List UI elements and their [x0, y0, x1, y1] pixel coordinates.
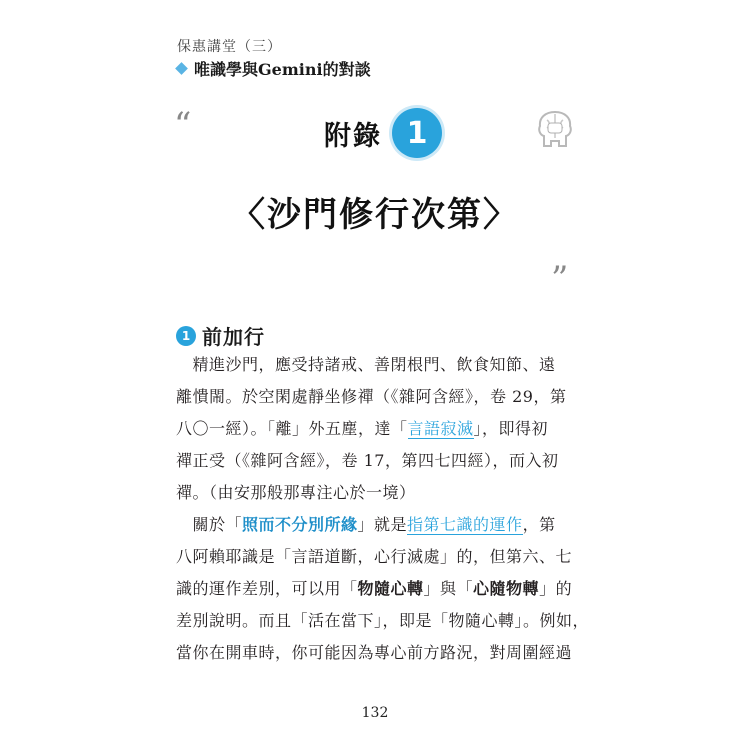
bold-term: 心隨物轉 [473, 579, 540, 598]
section-heading [176, 321, 265, 350]
text-run: 八〇一經）。「離」外五塵，達「 [176, 419, 408, 438]
appendix-label: 附錄 [324, 120, 382, 152]
text-run: 」，即得初 [473, 419, 549, 438]
subtitle-text: 唯識學與Gemini的對談 [194, 60, 371, 79]
section-number-badge: 1 [176, 326, 196, 346]
text-run: ，第 [522, 515, 556, 534]
page-number: 132 [361, 705, 389, 721]
paragraph-line-10 [176, 640, 572, 663]
paragraph-line-3 [176, 416, 548, 439]
text-run: 當你在開車時，你可能因為專心前方路況，對周圍經過 [176, 643, 573, 662]
paragraph-line-9 [176, 608, 589, 631]
highlight-blue: 指第七識的運作 [407, 515, 523, 534]
open-quote-mark: “ [174, 105, 192, 145]
paragraph-line-1 [176, 352, 556, 375]
highlight-bold-blue: 照而不分別所緣 [242, 515, 358, 534]
paragraph-line-6 [176, 512, 556, 535]
bold-term: 物隨心轉 [357, 579, 424, 598]
appendix-heading [324, 108, 442, 158]
running-header-title: 保惠講堂（三） [177, 39, 282, 55]
text-run: 差別說明。而且「活在當下」，即是「物隨心轉」。例如， [176, 611, 590, 630]
chapter-title: 〈沙門修行次第〉 [231, 195, 519, 235]
diamond-icon [175, 62, 188, 75]
text-run: 禪正受（《雜阿含經》，卷 17，第四七四經），而入初 [176, 451, 559, 470]
paragraph-line-7 [176, 544, 572, 567]
text-run: 精進沙門，應受持諸戒、善閉根門、飲食知節、遠 [176, 355, 556, 374]
appendix-number-badge: 1 [392, 108, 442, 158]
running-header-subtitle [177, 57, 371, 80]
ai-brain-icon [535, 108, 575, 152]
text-run: 」的 [539, 579, 573, 598]
text-run: 禪。（由安那般那專注心於一境） [176, 483, 416, 502]
text-run: 識的運作差別，可以用「 [176, 579, 358, 598]
section-title: 前加行 [202, 325, 265, 349]
close-quote-mark: ” [551, 259, 569, 299]
highlight-blue: 言語寂滅 [407, 419, 474, 438]
paragraph-line-4 [176, 448, 558, 471]
paragraph-line-2 [176, 384, 566, 407]
text-run: 八阿賴耶識是「言語道斷，心行滅處」的，但第六、七 [176, 547, 573, 566]
paragraph-line-8 [176, 576, 572, 599]
text-run: 離憒閙。於空閑處靜坐修禪（《雜阿含經》，卷 29，第 [176, 387, 567, 406]
text-run: 」與「 [423, 579, 474, 598]
text-run: 關於「 [176, 515, 243, 534]
paragraph-line-5 [176, 480, 416, 503]
text-run: 」就是 [357, 515, 408, 534]
